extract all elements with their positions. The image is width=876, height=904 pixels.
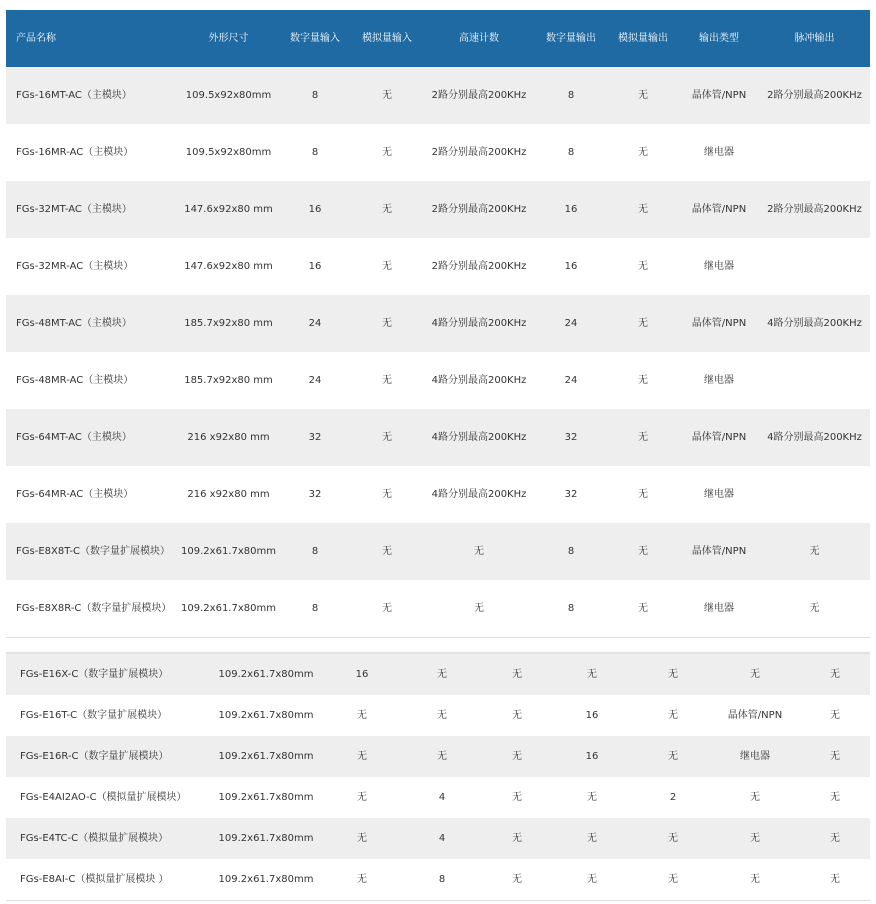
cell-digital-output: 16 <box>535 181 607 238</box>
cell-analog-output: 无 <box>636 818 710 859</box>
cell-analog-output: 无 <box>636 653 710 695</box>
cell-digital-input: 32 <box>279 409 351 466</box>
cell-digital-output: 无 <box>548 818 636 859</box>
cell-analog-input: 无 <box>351 238 423 295</box>
cell-analog-input: 无 <box>351 352 423 409</box>
cell-dimensions: 109.2x61.7x80mm <box>206 653 326 695</box>
cell-digital-output: 8 <box>535 523 607 580</box>
cell-dimensions: 109.2x61.7x80mm <box>206 695 326 736</box>
cell-analog-input: 无 <box>351 580 423 638</box>
table-row <box>6 653 870 695</box>
cell-analog-input: 4 <box>398 777 486 818</box>
cell-pulse-output: 2路分别最高200KHz <box>759 181 870 238</box>
cell-digital-input: 24 <box>279 352 351 409</box>
cell-high-speed-count: 2路分别最高200KHz <box>423 124 535 181</box>
table-row <box>6 818 870 859</box>
cell-output-type: 晶体管/NPN <box>679 181 759 238</box>
cell-dimensions: 216 x92x80 mm <box>178 409 279 466</box>
cell-pulse-output <box>759 124 870 181</box>
cell-product-name: FGs-E8AI-C（模拟量扩展模块 ） <box>6 859 206 901</box>
cell-analog-input: 无 <box>351 124 423 181</box>
header-high-speed-count: 高速计数 <box>423 10 535 67</box>
cell-pulse-output <box>759 238 870 295</box>
cell-product-name: FGs-32MR-AC（主模块） <box>6 238 178 295</box>
cell-analog-input: 无 <box>398 695 486 736</box>
cell-analog-input: 无 <box>351 466 423 523</box>
cell-pulse-output: 无 <box>800 818 870 859</box>
cell-dimensions: 109.2x61.7x80mm <box>206 818 326 859</box>
cell-high-speed-count: 无 <box>423 580 535 638</box>
cell-product-name: FGs-64MR-AC（主模块） <box>6 466 178 523</box>
table-row <box>6 466 870 523</box>
cell-analog-input: 无 <box>398 653 486 695</box>
cell-output-type: 晶体管/NPN <box>679 67 759 124</box>
table-header-row <box>6 10 870 67</box>
cell-output-type: 继电器 <box>679 238 759 295</box>
cell-dimensions: 185.7x92x80 mm <box>178 352 279 409</box>
cell-product-name: FGs-16MT-AC（主模块） <box>6 67 178 124</box>
cell-dimensions: 185.7x92x80 mm <box>178 295 279 352</box>
cell-analog-input: 无 <box>351 523 423 580</box>
cell-pulse-output: 无 <box>800 777 870 818</box>
cell-analog-input: 无 <box>398 736 486 777</box>
header-digital-input: 数字量输入 <box>279 10 351 67</box>
cell-dimensions: 216 x92x80 mm <box>178 466 279 523</box>
cell-output-type: 继电器 <box>710 736 800 777</box>
cell-pulse-output: 无 <box>800 736 870 777</box>
cell-digital-output: 24 <box>535 352 607 409</box>
cell-digital-output: 无 <box>548 653 636 695</box>
cell-high-speed-count: 无 <box>486 653 548 695</box>
expansion-module-table-body <box>6 653 870 901</box>
header-dimensions: 外形尺寸 <box>178 10 279 67</box>
table-row <box>6 580 870 638</box>
cell-digital-output: 16 <box>535 238 607 295</box>
cell-digital-output: 32 <box>535 409 607 466</box>
cell-dimensions: 109.5x92x80mm <box>178 124 279 181</box>
cell-dimensions: 109.5x92x80mm <box>178 67 279 124</box>
cell-product-name: FGs-64MT-AC（主模块） <box>6 409 178 466</box>
cell-high-speed-count: 2路分别最高200KHz <box>423 181 535 238</box>
header-digital-output: 数字量输出 <box>535 10 607 67</box>
table-row <box>6 295 870 352</box>
cell-high-speed-count: 2路分别最高200KHz <box>423 238 535 295</box>
table-row <box>6 695 870 736</box>
main-module-spec-table <box>6 10 870 638</box>
table-row <box>6 523 870 580</box>
cell-high-speed-count: 4路分别最高200KHz <box>423 409 535 466</box>
cell-pulse-output: 4路分别最高200KHz <box>759 295 870 352</box>
cell-pulse-output: 无 <box>800 859 870 901</box>
cell-digital-input: 8 <box>279 523 351 580</box>
table-row <box>6 736 870 777</box>
cell-dimensions: 109.2x61.7x80mm <box>178 523 279 580</box>
table-row <box>6 238 870 295</box>
cell-output-type: 无 <box>710 653 800 695</box>
cell-product-name: FGs-E16T-C（数字量扩展模块） <box>6 695 206 736</box>
cell-digital-input: 8 <box>279 580 351 638</box>
cell-analog-input: 无 <box>351 181 423 238</box>
cell-digital-output: 32 <box>535 466 607 523</box>
header-output-type: 输出类型 <box>679 10 759 67</box>
cell-product-name: FGs-E16X-C（数字量扩展模块） <box>6 653 206 695</box>
cell-digital-input: 8 <box>279 67 351 124</box>
cell-analog-output: 无 <box>607 295 679 352</box>
main-module-table-body <box>6 67 870 638</box>
cell-output-type: 晶体管/NPN <box>710 695 800 736</box>
cell-analog-output: 无 <box>607 523 679 580</box>
cell-high-speed-count: 2路分别最高200KHz <box>423 67 535 124</box>
cell-analog-output: 无 <box>636 736 710 777</box>
table-row <box>6 67 870 124</box>
cell-output-type: 继电器 <box>679 466 759 523</box>
table-row <box>6 352 870 409</box>
cell-output-type: 继电器 <box>679 352 759 409</box>
table-row <box>6 181 870 238</box>
cell-dimensions: 109.2x61.7x80mm <box>206 859 326 901</box>
cell-digital-input: 16 <box>279 238 351 295</box>
cell-product-name: FGs-E16R-C（数字量扩展模块） <box>6 736 206 777</box>
cell-output-type: 无 <box>710 818 800 859</box>
cell-analog-input: 8 <box>398 859 486 901</box>
cell-digital-output: 24 <box>535 295 607 352</box>
cell-digital-output: 8 <box>535 580 607 638</box>
cell-analog-input: 4 <box>398 818 486 859</box>
cell-dimensions: 147.6x92x80 mm <box>178 238 279 295</box>
header-analog-output: 模拟量输出 <box>607 10 679 67</box>
cell-output-type: 继电器 <box>679 580 759 638</box>
cell-high-speed-count: 4路分别最高200KHz <box>423 466 535 523</box>
cell-high-speed-count: 无 <box>486 859 548 901</box>
cell-pulse-output: 无 <box>800 653 870 695</box>
cell-dimensions: 109.2x61.7x80mm <box>206 777 326 818</box>
header-analog-input: 模拟量输入 <box>351 10 423 67</box>
cell-analog-output: 无 <box>607 409 679 466</box>
cell-analog-output: 无 <box>607 124 679 181</box>
cell-digital-input: 无 <box>326 818 398 859</box>
cell-pulse-output: 无 <box>759 523 870 580</box>
header-product-name: 产品名称 <box>6 10 178 67</box>
cell-high-speed-count: 无 <box>486 777 548 818</box>
cell-high-speed-count: 无 <box>486 818 548 859</box>
cell-pulse-output: 无 <box>759 580 870 638</box>
cell-high-speed-count: 无 <box>486 695 548 736</box>
cell-analog-output: 无 <box>607 352 679 409</box>
table-row <box>6 777 870 818</box>
cell-dimensions: 109.2x61.7x80mm <box>206 736 326 777</box>
cell-digital-input: 32 <box>279 466 351 523</box>
cell-digital-input: 24 <box>279 295 351 352</box>
cell-digital-input: 8 <box>279 124 351 181</box>
cell-digital-input: 无 <box>326 777 398 818</box>
cell-digital-input: 无 <box>326 695 398 736</box>
cell-analog-output: 无 <box>607 67 679 124</box>
cell-product-name: FGs-48MR-AC（主模块） <box>6 352 178 409</box>
cell-analog-output: 无 <box>636 859 710 901</box>
cell-digital-output: 8 <box>535 124 607 181</box>
header-pulse-output: 脉冲输出 <box>759 10 870 67</box>
cell-output-type: 无 <box>710 859 800 901</box>
cell-digital-input: 无 <box>326 736 398 777</box>
cell-pulse-output: 2路分别最高200KHz <box>759 67 870 124</box>
cell-dimensions: 147.6x92x80 mm <box>178 181 279 238</box>
cell-pulse-output: 4路分别最高200KHz <box>759 409 870 466</box>
cell-high-speed-count: 4路分别最高200KHz <box>423 295 535 352</box>
cell-high-speed-count: 4路分别最高200KHz <box>423 352 535 409</box>
cell-analog-output: 无 <box>607 238 679 295</box>
cell-digital-input: 16 <box>326 653 398 695</box>
cell-digital-output: 无 <box>548 859 636 901</box>
cell-product-name: FGs-E8X8R-C（数字量扩展模块） <box>6 580 178 638</box>
cell-output-type: 晶体管/NPN <box>679 409 759 466</box>
cell-high-speed-count: 无 <box>486 736 548 777</box>
cell-digital-output: 8 <box>535 67 607 124</box>
cell-analog-output: 无 <box>636 695 710 736</box>
cell-analog-input: 无 <box>351 295 423 352</box>
cell-analog-input: 无 <box>351 67 423 124</box>
cell-analog-input: 无 <box>351 409 423 466</box>
cell-analog-output: 无 <box>607 580 679 638</box>
cell-product-name: FGs-E4AI2AO-C（模拟量扩展模块） <box>6 777 206 818</box>
cell-digital-output: 16 <box>548 736 636 777</box>
cell-analog-output: 无 <box>607 466 679 523</box>
cell-product-name: FGs-16MR-AC（主模块） <box>6 124 178 181</box>
cell-digital-output: 无 <box>548 777 636 818</box>
cell-pulse-output: 无 <box>800 695 870 736</box>
cell-digital-input: 无 <box>326 859 398 901</box>
cell-digital-input: 16 <box>279 181 351 238</box>
cell-product-name: FGs-32MT-AC（主模块） <box>6 181 178 238</box>
cell-dimensions: 109.2x61.7x80mm <box>178 580 279 638</box>
cell-output-type: 无 <box>710 777 800 818</box>
cell-high-speed-count: 无 <box>423 523 535 580</box>
cell-digital-output: 16 <box>548 695 636 736</box>
cell-product-name: FGs-E8X8T-C（数字量扩展模块） <box>6 523 178 580</box>
cell-product-name: FGs-E4TC-C（模拟量扩展模块） <box>6 818 206 859</box>
cell-output-type: 晶体管/NPN <box>679 523 759 580</box>
cell-analog-output: 无 <box>607 181 679 238</box>
table-row <box>6 124 870 181</box>
cell-output-type: 继电器 <box>679 124 759 181</box>
table-row <box>6 409 870 466</box>
expansion-module-spec-table <box>6 652 870 901</box>
cell-output-type: 晶体管/NPN <box>679 295 759 352</box>
table-row <box>6 859 870 901</box>
cell-analog-output: 2 <box>636 777 710 818</box>
cell-pulse-output <box>759 466 870 523</box>
cell-product-name: FGs-48MT-AC（主模块） <box>6 295 178 352</box>
cell-pulse-output <box>759 352 870 409</box>
